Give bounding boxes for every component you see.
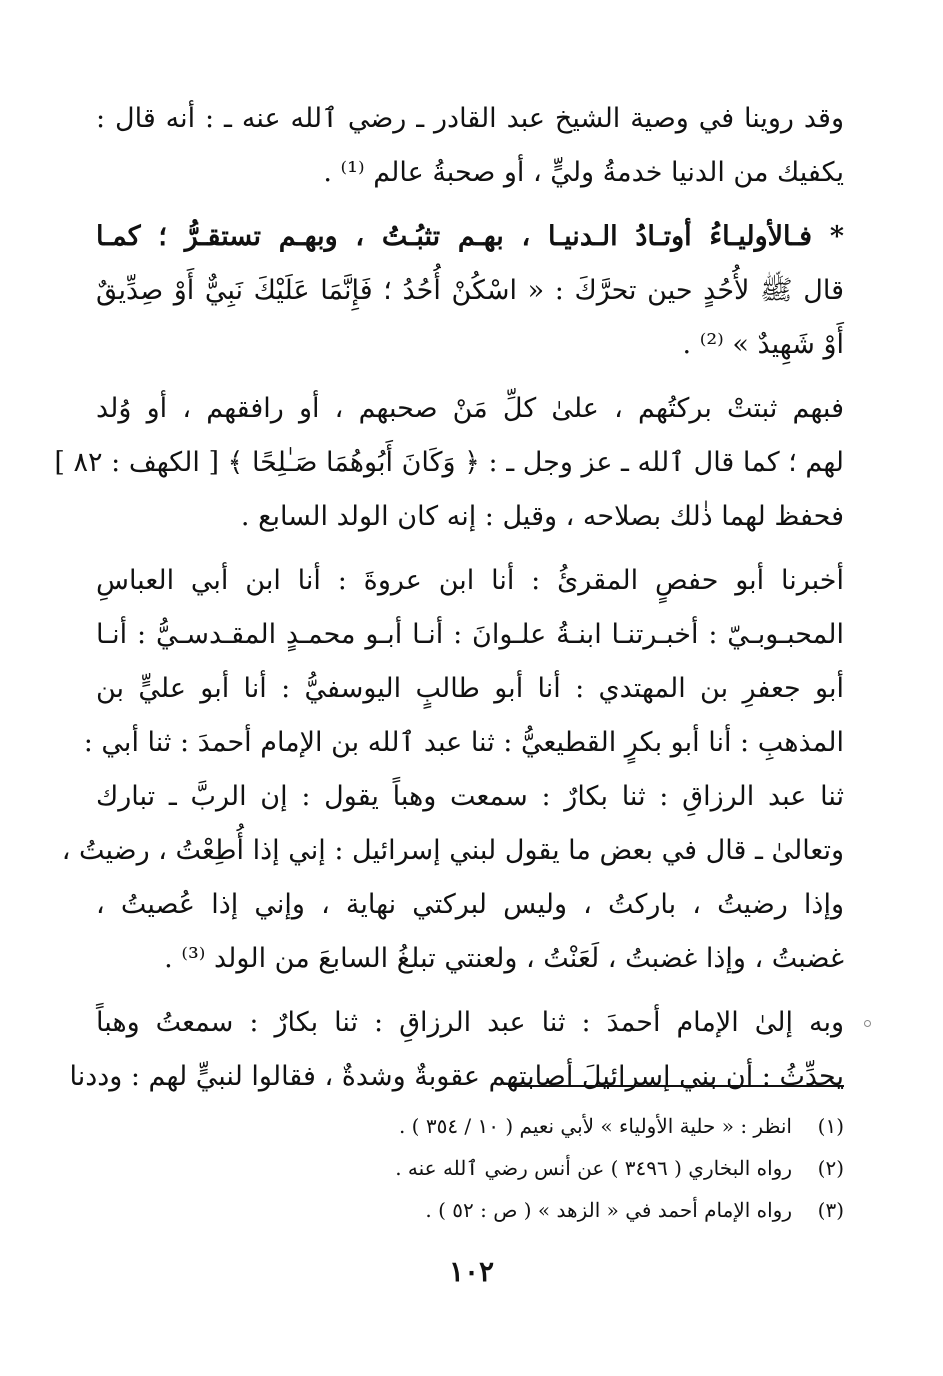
footnote-text: انظر : « حلية الأولياء » لأبي نعيم ( ١٠ / ٣٥٤ ) . bbox=[398, 1114, 792, 1138]
page-number: ١٠٢ bbox=[448, 1255, 495, 1288]
text-line: فبهم ثبتتْ بركتُهم ، علىٰ كلِّ مَنْ صحبهم ، أو رافقهم ، أو وُلد bbox=[96, 393, 844, 424]
footnote-number: (٢) bbox=[817, 1156, 844, 1180]
text-line: فحفظ لهما ذٰلك بصلاحه ، وقيل : إنه كان الولد السابع . bbox=[240, 501, 844, 532]
footnote bbox=[150, 1147, 844, 1189]
text-line: أَوْ شَهِيدٌ » ⁽²⁾ . bbox=[682, 329, 844, 360]
paragraph-2 bbox=[96, 210, 844, 372]
text-line: وإذا رضيتُ ، باركتُ ، وليس لبركتي نهاية ، وإني إذا عُصيتُ ، bbox=[96, 889, 844, 920]
text-line: وتعالىٰ ـ قال في بعض ما يقول لبني إسرائيل : إني إذا أُطِعْتُ ، رضيتُ ، bbox=[61, 835, 844, 866]
text-line: يحدِّثُ : أن بني إسرائيلَ أصابتهم عقوبةٌ وشدةٌ ، فقالوا لنبيٍّ لهم : وددنا bbox=[69, 1061, 844, 1092]
text-line: المحبـوبـيّ : أخبـرتنـا ابنـةُ علـوانَ : أنـا أبـو محمـدٍ المقـدسـيُّ : أنـا bbox=[96, 619, 844, 650]
footnotes bbox=[150, 1105, 844, 1231]
text-line: وبه إلىٰ الإمام أحمدَ : ثنا عبد الرزاقِ : ثنا بكارٌ : سمعتُ وهباً bbox=[96, 1007, 844, 1038]
paragraph-4 bbox=[61, 554, 844, 986]
footnote-text: رواه الإمام أحمد في « الزهد » ( ص : ٥٢ ) . bbox=[425, 1198, 792, 1222]
scan-speck bbox=[864, 1020, 871, 1027]
text-line: وقد روينا في وصية الشيخ عبد القادر ـ رضي ٱلله عنه ـ : أنه قال : bbox=[96, 103, 844, 134]
text-line: أخبرنا أبو حفصٍ المقرئُ : أنا ابن عروةَ : أنا ابن أبي العباسِ bbox=[96, 565, 844, 596]
text-line: يكفيك من الدنيا خدمةُ وليٍّ ، أو صحبةُ عالم ⁽¹⁾ . bbox=[323, 157, 844, 188]
footnote-text: رواه البخاري ( ٣٤٩٦ ) عن أنس رضي ٱلله عنه . bbox=[395, 1156, 792, 1180]
paragraph-1 bbox=[96, 92, 844, 200]
footnote bbox=[150, 1189, 844, 1231]
text-line: قال ﷺ لأُحُدٍ حين تحرَّكَ : « اسْكُنْ أُحُدُ ؛ فَإِنَّمَا عَلَيْكَ نَبِيٌّ أَوْ صِدِّيقٌ bbox=[96, 275, 844, 306]
footnote-number: (٣) bbox=[817, 1198, 844, 1222]
paragraph-5 bbox=[69, 996, 844, 1104]
text-line: غضبتُ ، وإذا غضبتُ ، لَعَنْتُ ، ولعنتي تبلغُ السابعَ من الولد ⁽³⁾ . bbox=[164, 943, 844, 974]
text-line: المذهبِ : أنا أبو بكرٍ القطيعيُّ : ثنا عبد ٱلله بن الإمام أحمدَ : ثنا أبي : bbox=[83, 727, 844, 758]
footnote-separator bbox=[508, 1085, 844, 1087]
text-line: ثنا عبد الرزاقِ : ثنا بكارٌ : سمعت وهباً يقول : إن الربَّ ـ تبارك bbox=[96, 781, 844, 812]
footnote bbox=[150, 1105, 844, 1147]
text-line: أبو جعفرِ بن المهتدي : أنا أبو طالبٍ اليوسفيُّ : أنا أبو عليٍّ بن bbox=[96, 673, 844, 704]
footnote-number: (١) bbox=[817, 1114, 844, 1138]
paragraph-3 bbox=[54, 382, 844, 544]
text-line: لهم ؛ كما قال ٱلله ـ عز وجل ـ : ﴿ وَكَانَ أَبُوهُمَا صَـٰلِحًا ﴾ [ الكهف : ٨٢ ] bbox=[54, 447, 844, 478]
text-line: * فـالأوليـاءُ أوتـادُ الـدنيـا ، بهـم تثبُـتُ ، وبهـم تستقـرُّ ؛ كمـا bbox=[96, 221, 844, 252]
main-text bbox=[54, 92, 844, 1104]
